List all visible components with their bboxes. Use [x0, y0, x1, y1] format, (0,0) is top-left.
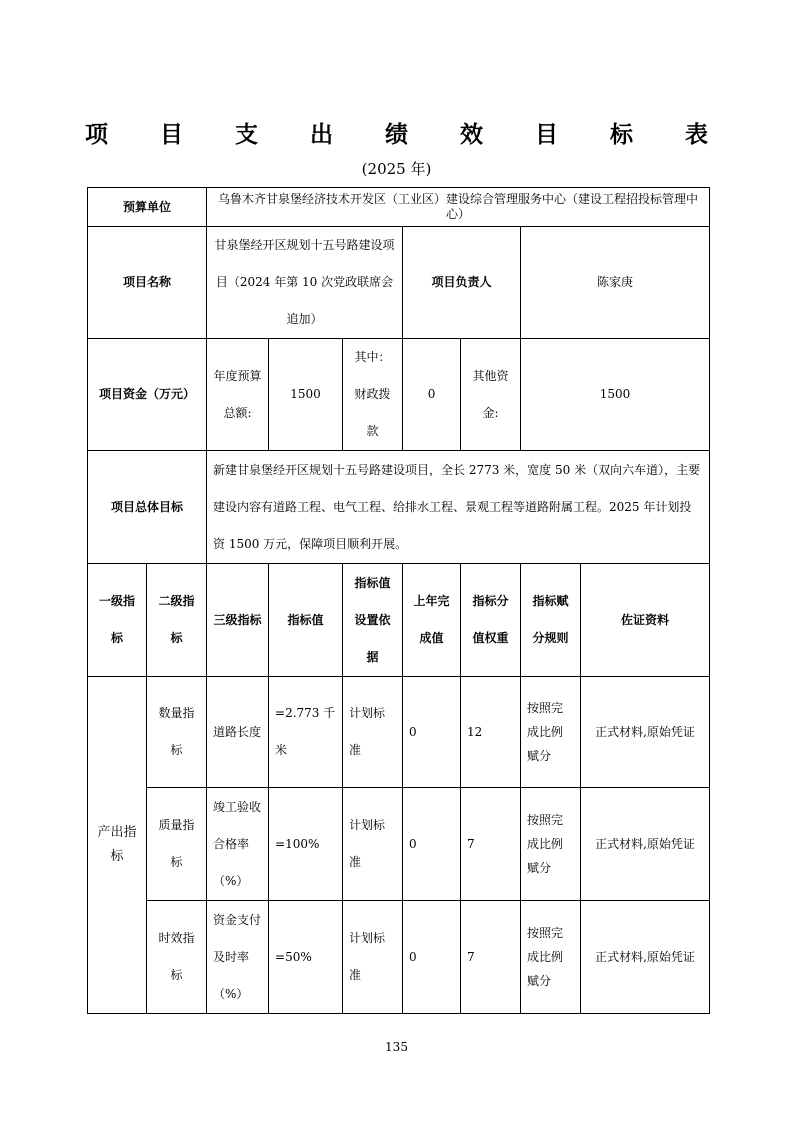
overall-goal-value: 新建甘泉堡经开区规划十五号路建设项目，全长 2773 米，宽度 50 米（双向六车道），主要建设内容有道路工程、电气工程、给排水工程、景观工程等道路附属工程。2025 年计划投资 1500 万元，保障项目顺利开展。 — [207, 451, 710, 564]
project-name-label: 项目名称 — [88, 227, 207, 339]
evidence-cell: 正式材料,原始凭证 — [581, 901, 710, 1014]
evidence-cell: 正式材料,原始凭证 — [581, 677, 710, 788]
overall-goal-label: 项目总体目标 — [88, 451, 207, 564]
header-weight: 指标分值权重 — [461, 564, 521, 677]
header-level1: 一级指标 — [88, 564, 147, 677]
header-level3: 三级指标 — [207, 564, 269, 677]
level2-cell: 数量指标 — [147, 677, 207, 788]
header-indicator-value: 指标值 — [269, 564, 343, 677]
scoring-rule-cell: 按照完成比例赋分 — [521, 677, 581, 788]
header-basis: 指标值设置依据 — [343, 564, 403, 677]
header-evidence: 佐证资料 — [581, 564, 710, 677]
page-number: 135 — [385, 1040, 408, 1054]
indicator-value-cell: =100% — [269, 788, 343, 901]
last-year-cell: 0 — [403, 677, 461, 788]
fiscal-allocation-label: 其中：财政拨款 — [343, 339, 403, 451]
project-name-value: 甘泉堡经开区规划十五号路建设项目（2024 年第 10 次党政联席会追加） — [207, 227, 403, 339]
other-funds-value: 1500 — [521, 339, 710, 451]
project-funds-label: 项目资金（万元） — [88, 339, 207, 451]
last-year-cell: 0 — [403, 901, 461, 1014]
evidence-cell: 正式材料,原始凭证 — [581, 788, 710, 901]
weight-cell: 12 — [461, 677, 521, 788]
page-title: 项 目 支 出 绩 效 目 标 表 — [84, 122, 731, 148]
last-year-cell: 0 — [403, 788, 461, 901]
table-row — [88, 677, 710, 788]
header-last-year: 上年完成值 — [403, 564, 461, 677]
performance-goal-table — [87, 187, 710, 1014]
level2-cell: 时效指标 — [147, 901, 207, 1014]
scoring-rule-cell: 按照完成比例赋分 — [521, 901, 581, 1014]
level1-output-indicator: 产出指标 — [88, 677, 147, 1014]
table-row — [88, 788, 710, 901]
basis-cell: 计划标准 — [343, 788, 403, 901]
level3-cell: 资金支付及时率（%） — [207, 901, 269, 1014]
level3-cell: 竣工验收合格率（%） — [207, 788, 269, 901]
basis-cell: 计划标准 — [343, 677, 403, 788]
annual-budget-label: 年度预算总额: — [207, 339, 269, 451]
table-row — [88, 901, 710, 1014]
level3-cell: 道路长度 — [207, 677, 269, 788]
header-level2: 二级指标 — [147, 564, 207, 677]
year-label: (2025 年) — [361, 160, 432, 178]
level2-cell: 质量指标 — [147, 788, 207, 901]
fiscal-allocation-value: 0 — [403, 339, 461, 451]
annual-budget-value: 1500 — [269, 339, 343, 451]
weight-cell: 7 — [461, 788, 521, 901]
budget-unit-value: 乌鲁木齐甘泉堡经济技术开发区（工业区）建设综合管理服务中心（建设工程招投标管理中心） — [207, 188, 710, 227]
indicator-value-cell: =50% — [269, 901, 343, 1014]
project-leader-label: 项目负责人 — [403, 227, 521, 339]
header-scoring-rule: 指标赋分规则 — [521, 564, 581, 677]
other-funds-label: 其他资金: — [461, 339, 521, 451]
basis-cell: 计划标准 — [343, 901, 403, 1014]
scoring-rule-cell: 按照完成比例赋分 — [521, 788, 581, 901]
weight-cell: 7 — [461, 901, 521, 1014]
indicator-value-cell: =2.773 千米 — [269, 677, 343, 788]
budget-unit-label: 预算单位 — [88, 188, 207, 227]
project-leader-value: 陈家庚 — [521, 227, 710, 339]
